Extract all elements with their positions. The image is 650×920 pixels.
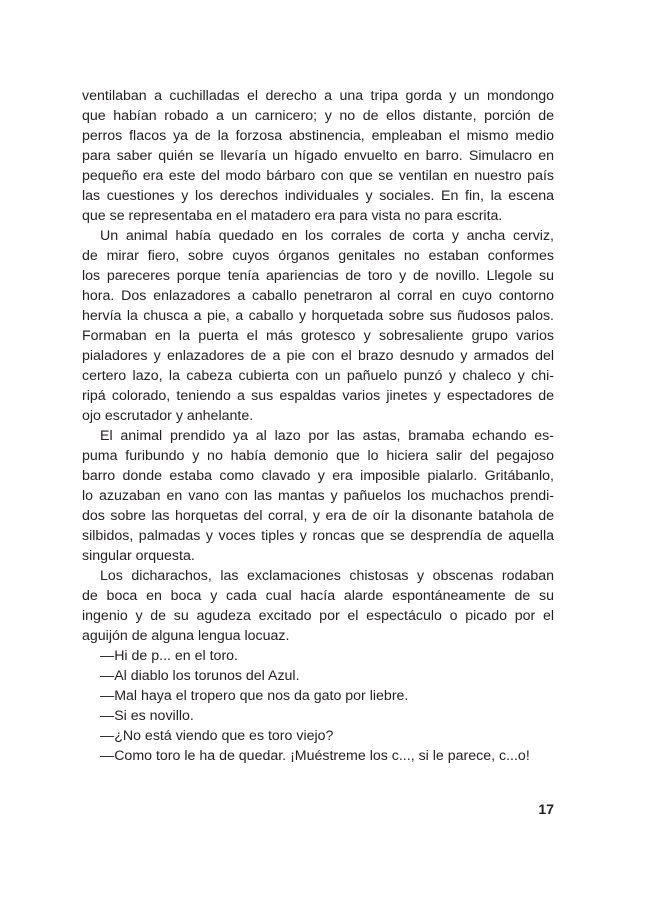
text-line: Formaban en la puerta el más grotesco y sobresaliente grupo varios (82, 328, 554, 344)
text-line: barro donde estaba como clavado y era imposible pialarlo. Gritábanlo, (82, 468, 554, 484)
text-line: —Hi de p... en el toro. (100, 648, 239, 664)
text-line: que habían robado a un carnicero; y no de ellos distante, porción de (82, 108, 554, 124)
text-line: —Al diablo los torunos del Azul. (100, 668, 300, 684)
text-line: de mirar fiero, sobre cuyos órganos genitales no estaban conformes (82, 248, 554, 264)
text-line: de boca en boca y cada cual hacía alarde espontáneamente de su (82, 588, 554, 604)
text-line: Los dicharachos, las exclamaciones chistosas y obscenas rodaban (100, 568, 554, 584)
text-line: ventilaban a cuchilladas el derecho a una tripa gorda y un mondongo (82, 88, 554, 104)
text-line: —Como toro le ha de quedar. ¡Muéstreme los c..., si le parece, c...o! (100, 748, 530, 764)
text-line: ripá colorado, teniendo a sus espaldas varios jinetes y espectadores de (82, 388, 554, 404)
text-line: —Mal haya el tropero que nos da gato por liebre. (100, 688, 409, 704)
text-line: para saber quién se llevaría un hígado envuelto en barro. Simulacro en (82, 148, 554, 164)
text-line: aguijón de alguna lengua locuaz. (82, 628, 290, 644)
text-line: puma furibundo y no había demonio que lo hiciera salir del pegajoso (82, 448, 554, 464)
text-line: lo azuzaban en vano con las mantas y pañuelos los muchachos prendi- (82, 488, 554, 504)
text-line: singular orquesta. (82, 548, 195, 564)
text-line: pialadores y enlazadores de a pie con el brazo desnudo y armados del (82, 348, 554, 364)
text-line: hora. Dos enlazadores a caballo penetraron al corral en cuyo contorno (82, 288, 554, 304)
text-line: pequeño era este del modo bárbaro con que se ventilan en nuestro país (82, 168, 554, 184)
text-line: los pareceres porque tenía apariencias de toro y de novillo. Llegole su (82, 268, 554, 284)
text-line: perros flacos ya de la forzosa abstinencia, empleaban el mismo medio (82, 128, 554, 144)
text-line: El animal prendido ya al lazo por las astas, bramaba echando es- (100, 428, 554, 444)
text-line: silbidos, palmadas y voces tiples y roncas que se desprendía de aquella (82, 528, 554, 544)
text-line: ojo escrutador y anhelante. (82, 408, 254, 424)
text-line: que se representaba en el matadero era para vista no para escrita. (82, 208, 503, 224)
text-line: —¿No está viendo que es toro viejo? (100, 728, 334, 744)
text-line: ingenio y de su agudeza excitado por el espectáculo o picado por el (82, 608, 554, 624)
text-line: Un animal había quedado en los corrales de corta y ancha cerviz, (100, 228, 554, 244)
text-line: —Si es novillo. (100, 708, 194, 724)
text-line: certero lazo, la cabeza cubierta con un pañuelo punzó y chaleco y chi- (82, 368, 554, 384)
text-line: hervía la chusca a pie, a caballo y horquetada sobre sus ñudosos palos. (82, 308, 554, 324)
text-line: las cuestiones y los derechos individuales y sociales. En fin, la escena (82, 188, 554, 204)
page-body (82, 86, 554, 766)
text-line: dos sobre las horquetas del corral, y era de oír la disonante batahola de (82, 508, 554, 524)
page-number: 17 (538, 801, 554, 817)
